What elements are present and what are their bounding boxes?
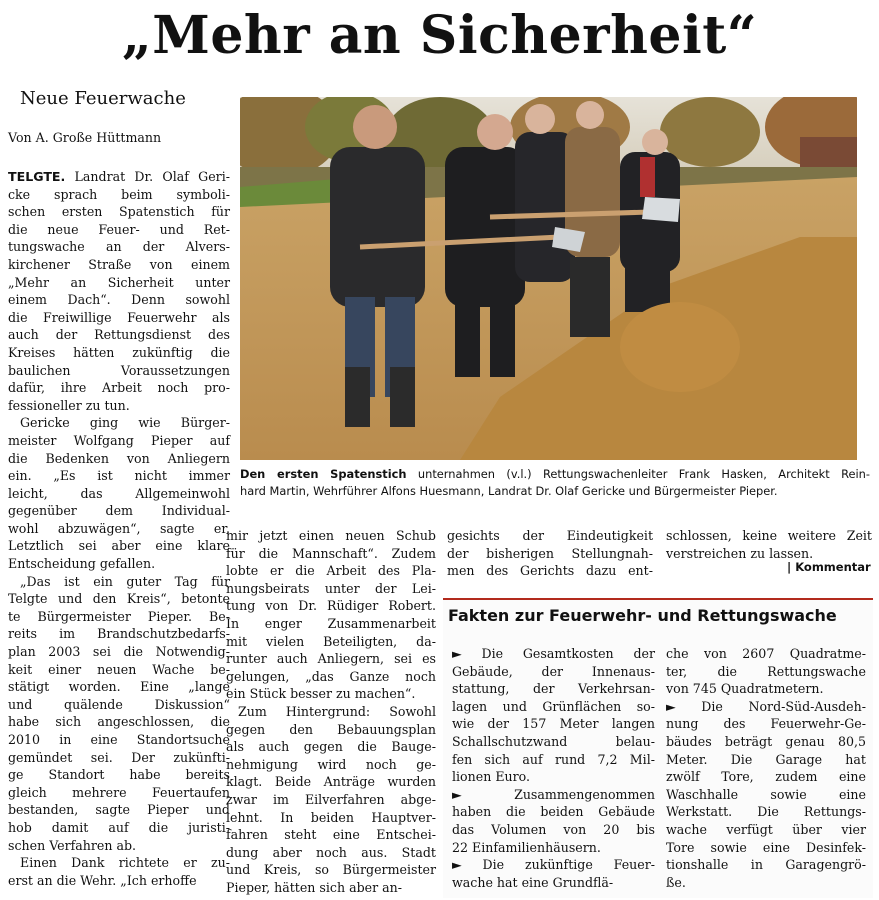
text-line: hob damit auf die juristi-: [8, 819, 230, 835]
text-line: Tore sowie eine Desinfek-: [666, 839, 866, 855]
factbox-right-column: [666, 645, 866, 891]
column-4: [666, 527, 872, 562]
text-line: leicht, das Allgemeinwohl: [8, 485, 230, 501]
column-1: [8, 168, 230, 889]
text-line: ► Die Nord-Süd-Ausdeh-: [666, 698, 866, 714]
text-line: runter auch Anliegern, sei es: [226, 651, 436, 667]
text-line: das Volumen von 20 bis: [452, 821, 655, 837]
text-line: bestanden, sagte Pieper und: [8, 802, 230, 818]
photo-illustration: [240, 97, 857, 460]
text-line: lobte er die Arbeit des Pla-: [226, 563, 436, 579]
text-line: Kreises hätten zukünftig die: [8, 344, 230, 360]
factbox-rule: [443, 598, 873, 600]
text-line: lagen und Grünflächen so-: [452, 698, 655, 714]
text-line: ein. „Es ist nicht immer: [8, 468, 230, 484]
paragraph: [666, 698, 866, 892]
text-line: für die Mannschaft“. Zudem: [226, 545, 436, 561]
text-line: gesichts der Eindeutigkeit: [447, 528, 653, 543]
text-line: wie der 157 Meter langen: [452, 716, 655, 732]
text-line: lionen Euro.: [452, 769, 531, 785]
text-line: Meter. Die Garage hat: [666, 751, 866, 767]
paragraph: [452, 645, 655, 786]
text-line: keit einer neuen Wache be-: [8, 661, 230, 677]
paragraph: [8, 414, 230, 572]
text-line: zwar im Eilverfahren abge-: [226, 791, 436, 807]
text-line: schen Verfahren ab.: [8, 837, 137, 853]
text-line: In enger Zusammenarbeit: [226, 615, 436, 631]
paragraph: [452, 786, 655, 856]
text-line: Pieper, hätten sich aber an-: [226, 879, 402, 895]
text-line: verstreichen zu lassen.: [666, 545, 814, 561]
text-line: gegenüber dem Individual-: [8, 503, 230, 519]
text-line: plan 2003 sei die Notwendig-: [8, 644, 230, 660]
text-line: Zum Hintergrund: Sowohl: [238, 703, 436, 719]
text-line: einem Dach“. Denn sowohl: [8, 292, 230, 308]
text-line: wache verfügt über vier: [666, 821, 866, 837]
paragraph: [226, 703, 436, 897]
factbox-left-column: [452, 645, 655, 891]
headline: „Mehr an Sicherheit“: [121, 5, 758, 66]
text-line: bäudes beträgt genau 80,5: [666, 733, 866, 749]
text-line: Entscheidung gefallen.: [8, 556, 156, 572]
text-line: nung des Feuerwehr-Ge-: [666, 716, 866, 732]
text-line: mir jetzt einen neuen Schub: [226, 528, 436, 543]
text-line: ße.: [666, 874, 686, 890]
text-line: als auch gegen die Bauge-: [226, 739, 436, 755]
dateline: TELGTE.: [8, 169, 66, 184]
text-line: ge Standort habe bereits: [8, 767, 230, 783]
text-line: kirchener Straße von einem: [8, 256, 230, 272]
text-line: Telgte und den Kreis“, betonte: [8, 591, 230, 607]
text-line: baulichen Voraussetzungen: [8, 362, 230, 378]
caption-line2: hard Martin, Wehrführer Alfons Huesmann, Landrat Dr. Olaf Gericke und Bürgermeister Pieper.: [240, 484, 778, 498]
text-line: stätigt worden. Eine „lange: [8, 679, 230, 695]
text-line: 2010 in eine Standortsuche: [8, 732, 230, 747]
text-line: gleich mehrere Feuertaufen: [8, 784, 230, 800]
text-line: stattung, der Verkehrsan-: [452, 681, 655, 697]
kommentar-link[interactable]: | Kommentar: [787, 560, 871, 574]
column-2: [226, 527, 436, 896]
text-line: men des Gerichts dazu ent-: [447, 563, 653, 579]
text-line: Schallschutzwand belau-: [452, 733, 655, 749]
text-line: ► Zusammengenommen: [452, 786, 655, 802]
text-line: wohl abzuwägen“, sagte er.: [8, 520, 230, 536]
photo-caption: [240, 466, 870, 500]
paragraph: [8, 573, 230, 855]
text-line: nehmigung wird noch ge-: [226, 756, 436, 772]
text-line: habe sich angeschlossen, die: [8, 714, 230, 730]
text-line: gemündet sei. Der zukünfti-: [8, 749, 230, 765]
text-line: gegen den Bebauungsplan: [226, 721, 436, 737]
text-line: dafür, ihre Arbeit noch pro-: [8, 380, 230, 396]
text-line: gelungen, „das Ganze noch: [226, 668, 436, 684]
text-line: „Mehr an Sicherheit unter: [8, 274, 230, 290]
text-line: Letztlich sei aber eine klare: [8, 538, 230, 554]
text-line: zwölf Tore, zudem eine: [666, 769, 866, 785]
text-line: ► Die Gesamtkosten der: [452, 646, 655, 661]
text-line: tungswache an der Alvers-: [8, 239, 230, 255]
column-3: [447, 527, 653, 580]
text-line: „Das ist ein guter Tag für: [20, 573, 230, 589]
text-line: dung aber noch aus. Stadt: [226, 844, 436, 860]
text-line: die Freiwillige Feuerwehr als: [8, 309, 230, 325]
text-line: ein Stück besser zu machen“.: [226, 686, 416, 702]
text-line: cke sprach beim symboli-: [8, 186, 230, 202]
paragraph: [8, 854, 230, 889]
article-photo: [240, 97, 857, 460]
text-line: fen sich auf rund 7,2 Mil-: [452, 751, 655, 767]
text-line: erst an die Wehr. „Ich erhoffe: [8, 872, 197, 888]
text-line: die Bedenken von Anliegern: [8, 450, 230, 466]
text-line: 22 Einfamilienhäusern.: [452, 839, 601, 855]
text-line: reits im Brandschutzbedarfs-: [8, 626, 230, 642]
text-line: lehnt. In beiden Hauptver-: [226, 809, 436, 825]
text-line: von 745 Quadratmetern.: [666, 681, 824, 697]
text-line: haben die beiden Gebäude: [452, 804, 655, 820]
text-line: auch der Rettungsdienst des: [8, 327, 230, 343]
kicker: Neue Feuerwache: [20, 88, 186, 109]
text-line: nungsbeirats unter der Lei-: [226, 580, 436, 596]
text-line: Waschhalle sowie eine: [666, 786, 866, 802]
paragraph: [666, 645, 866, 698]
text-line: und Kreis, so Bürgermeister: [226, 862, 436, 878]
byline: Von A. Große Hüttmann: [8, 130, 162, 145]
text-line: fahren steht eine Entschei-: [226, 827, 436, 843]
caption-bold: Den ersten Spatenstich: [240, 467, 407, 481]
text-line: der bisherigen Stellungnah-: [447, 545, 653, 561]
text-line: Gericke ging wie Bürger-: [20, 415, 230, 431]
text-line: ► Die zukünftige Feuer-: [452, 857, 655, 873]
text-line: Werkstatt. Die Rettungs-: [666, 804, 866, 820]
text-line: die neue Feuer- und Ret-: [8, 221, 230, 237]
paragraph: [226, 527, 436, 703]
text-line: wache hat eine Grundflä-: [452, 874, 614, 890]
text-line: meister Wolfgang Pieper auf: [8, 432, 230, 448]
text-line: und quälende Diskussion“: [8, 696, 230, 712]
text-line: che von 2607 Quadratme-: [666, 646, 866, 661]
caption-line1: unternahmen (v.l.) Rettungswachenleiter Frank Hasken, Architekt Rein-: [406, 467, 871, 481]
paragraph: [8, 168, 230, 414]
text-line: tionshalle in Garagengrö-: [666, 857, 866, 873]
text-line: klagt. Beide Anträge wurden: [226, 774, 436, 790]
text-line: ter, die Rettungswache: [666, 663, 866, 679]
text-line: tung von Dr. Rüdiger Robert.: [226, 598, 436, 614]
text-line: fessioneller zu tun.: [8, 397, 130, 413]
text-line: Einen Dank richtete er zu-: [20, 855, 230, 871]
text-line: schen ersten Spatenstich für: [8, 204, 230, 220]
text-line: schlossen, keine weitere Zeit: [666, 528, 872, 543]
factbox-title: Fakten zur Feuerwehr- und Rettungswache: [448, 606, 837, 625]
text-line: TELGTE. Landrat Dr. Olaf Geri-: [8, 169, 230, 184]
text-line: mit vielen Beteiligten, da-: [226, 633, 436, 649]
paragraph: [452, 856, 655, 891]
text-line: Gebäude, der Innenaus-: [452, 663, 655, 679]
text-line: te Bürgermeister Pieper. Be-: [8, 608, 230, 624]
